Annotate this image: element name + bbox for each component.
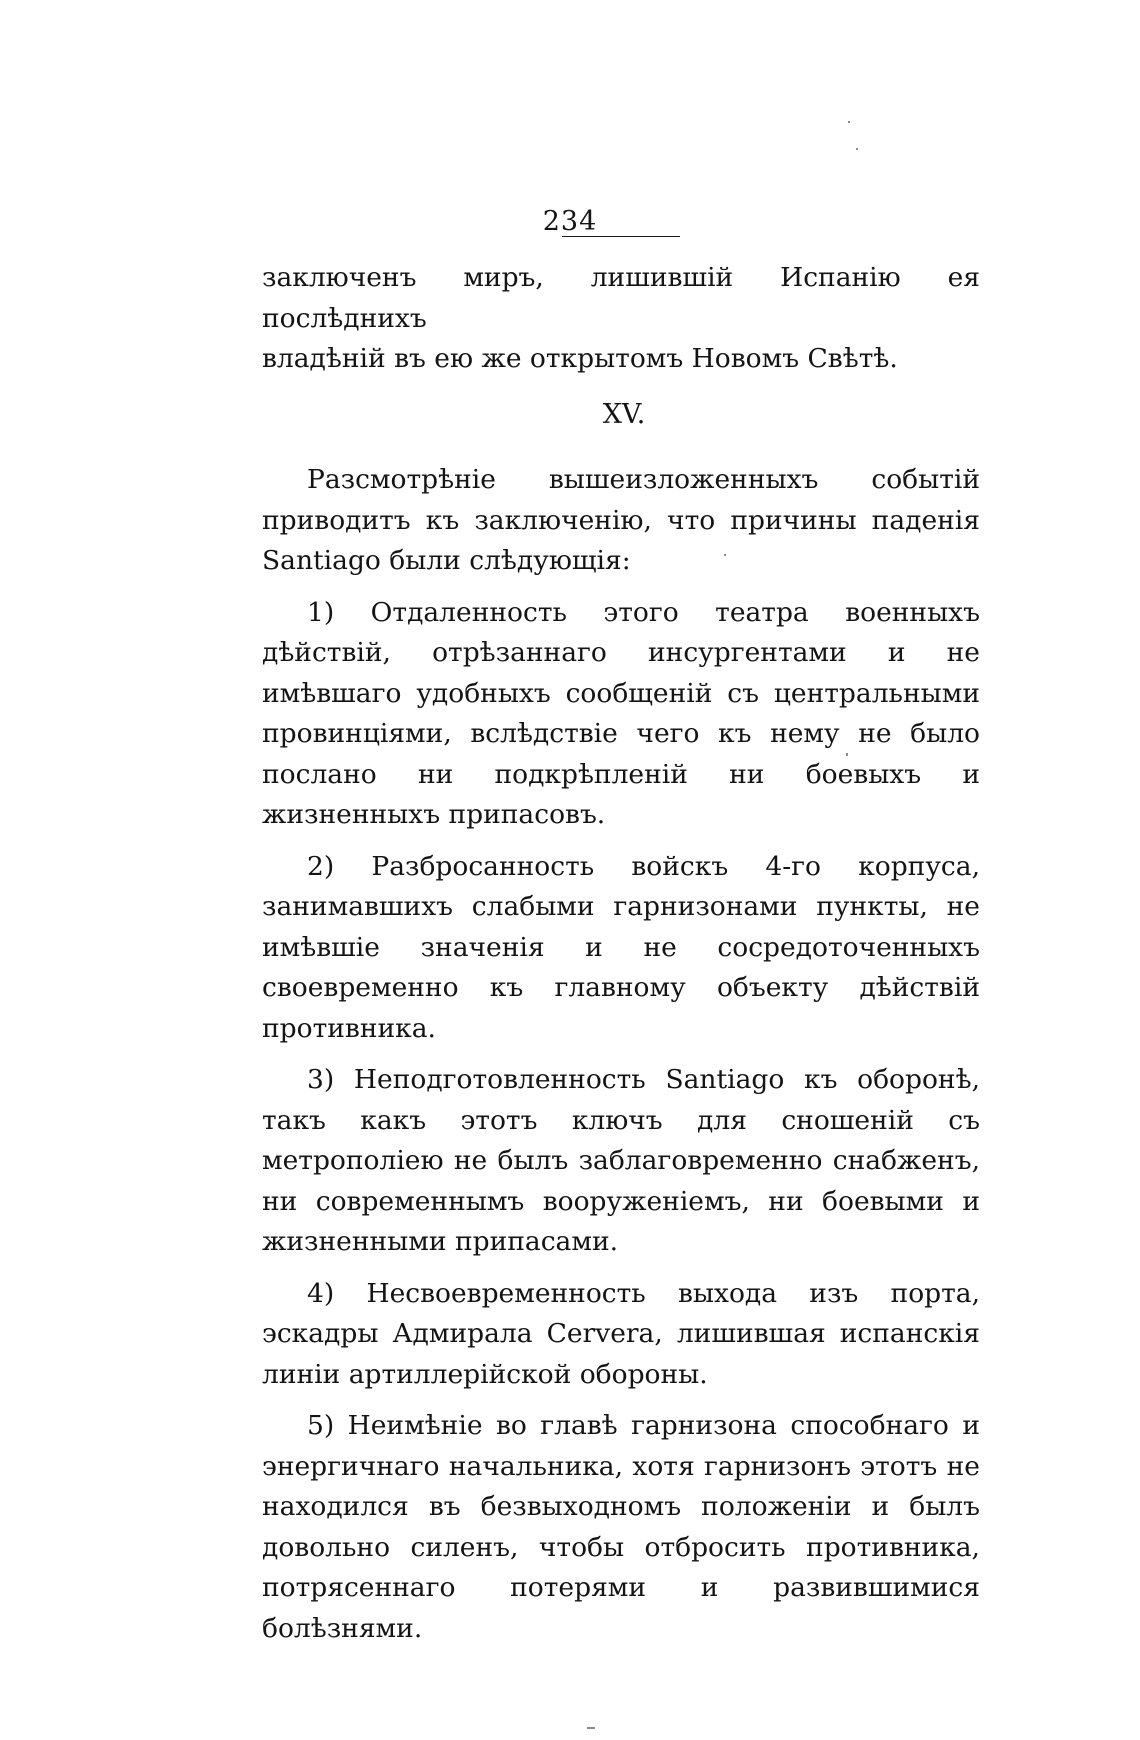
cause-paragraph-5: 5) Неимѣніе во главѣ гарнизона способнаго и энергичнаго начальника, хотя гарнизонъ этотъ не находился въ безвыходномъ положеніи и былъ довольно силенъ, чтобы отбросить противника, потрясеннаго потерями и развившимися болѣзнями. [262,1410,980,1644]
scan-speck [846,753,848,756]
scan-speck [587,1727,595,1729]
intro-paragraph: Разсмотрѣніе вышеизложенныхъ событій приводитъ къ заключенію, что причины паденія Santiago были слѣдующія: [262,464,980,576]
page-number-rule [562,236,680,237]
scan-speck [724,554,726,556]
section-body [262,460,980,1649]
scan-speck [848,121,850,123]
cause-paragraph-1: 1) Отдаленность этого театра военныхъ дѣйствій, отрѣзаннаго инсургентами и не имѣвшаго удобныхъ сообщеній съ центральными провинціями, вслѣдствіе чего къ нему не было послано ни подкрѣпленій ни боевыхъ и жизненныхъ припасовъ. [262,596,980,830]
section-heading: XV. [602,399,646,430]
cause-paragraph-4: 4) Несвоевременность выхода изъ порта, эскадры Адмирала Cervera, лишившая испанскія линіи артиллерійской обороны. [262,1277,980,1390]
scan-speck [856,148,858,150]
cause-paragraph-3: 3) Неподготовленность Santiago къ оборонѣ, такъ какъ этотъ ключъ для сношеній съ метрополіею не былъ заблаговременно снабженъ, ни современнымъ вооруженіемъ, ни боевыми и жизненными припасами. [262,1064,980,1257]
cause-paragraph-2: 2) Разбросанность войскъ 4-го корпуса, занимавшихъ слабыми гарнизонами пункты, не имѣвшіе значенія и не сосредоточенныхъ своевременно къ главному объекту дѣйствій противника. [262,850,980,1044]
page-number: 234 [542,206,598,237]
continuation-line: заключенъ миръ, лишившій Испанію ея послѣднихъ [262,262,980,334]
continuation-text [262,258,980,380]
continuation-line: владѣній въ ею же открытомъ Новомъ Свѣтѣ. [262,343,898,374]
